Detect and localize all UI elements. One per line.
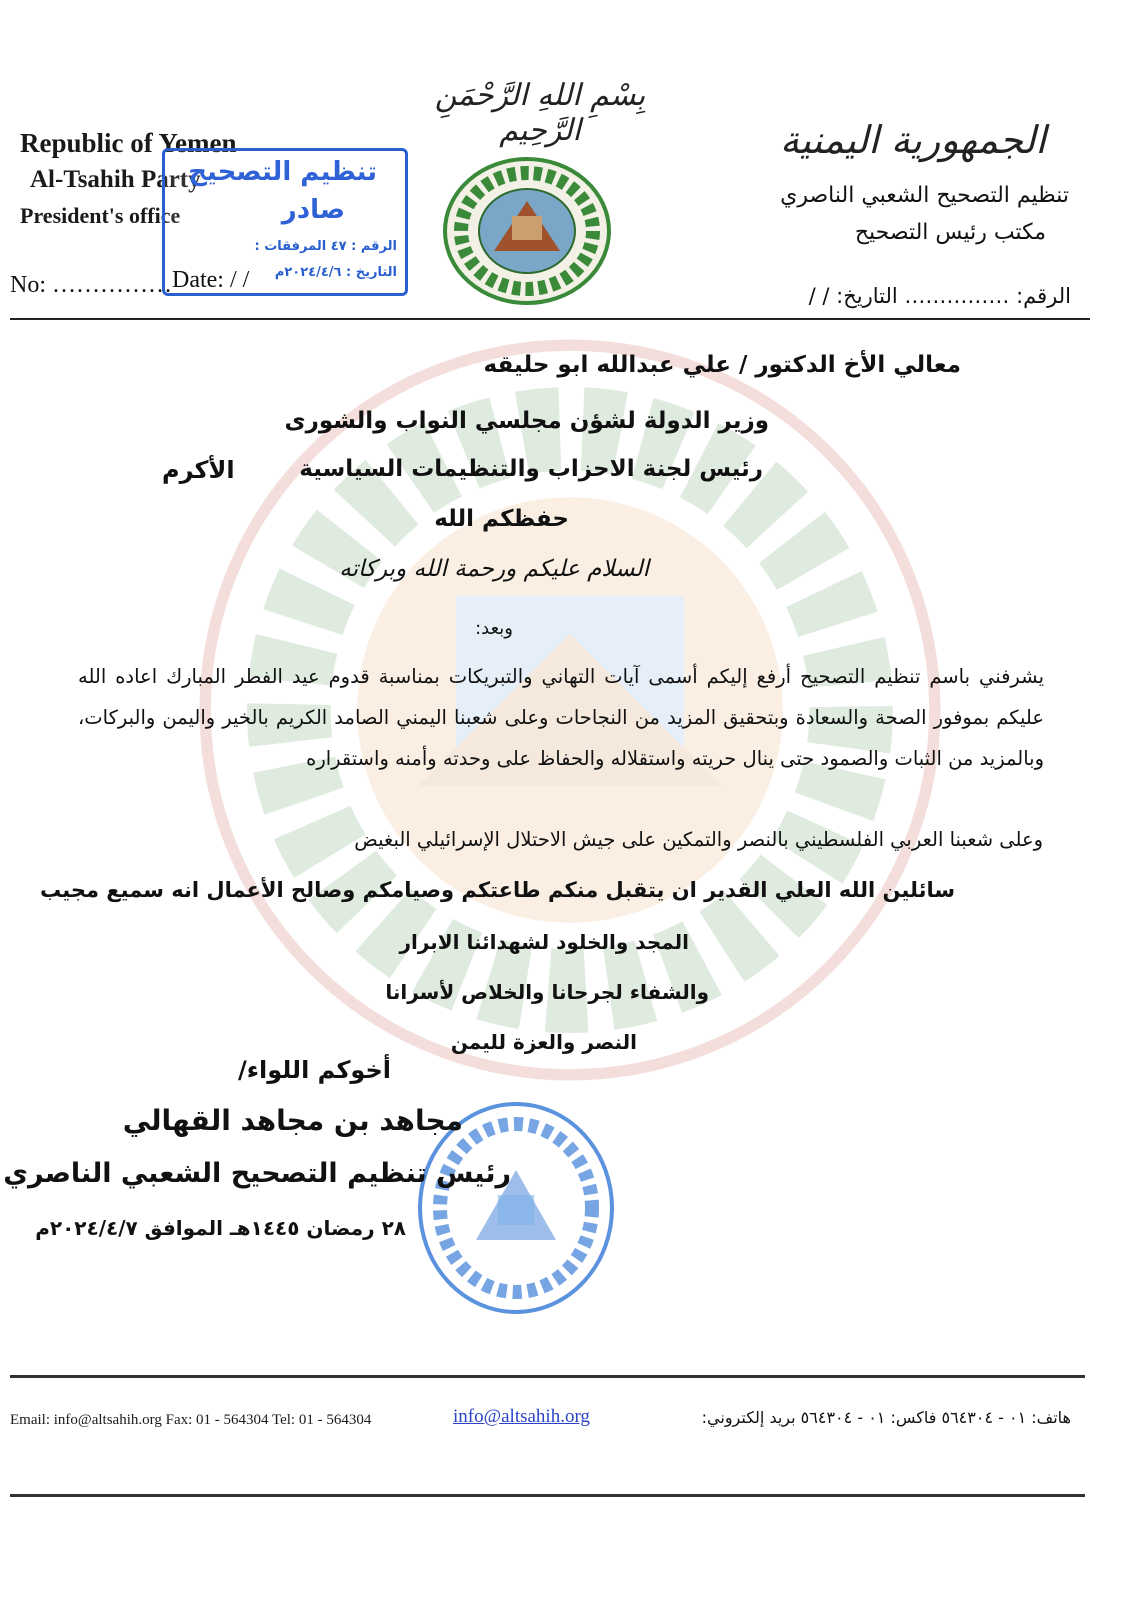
stamp-issued: صادر: [281, 195, 345, 225]
footer-contact-en: Email: info@altsahih.org Fax: 01 - 564304 Tel: 01 - 564304: [10, 1412, 372, 1428]
republic-en: Republic of Yemen: [20, 128, 237, 158]
body-paragraph-1: يشرفني باسم تنظيم التصحيح أرفع إليكم أسمى آيات التهاني والتبريكات بمناسبة قدوم عيد الفطر المبارك اعاده الله عليكم بموفور الصحة والسعادة وبتحقيق المزيد من النجاحات وعلى شعبنا اليمني الصامد الكريم بالخير واليمن والبركات، وبالمزيد من الثبات والصمود حتى ينال حريته واستقلاله والحفاظ على وحدته وأمنه واستقراره: [78, 665, 1044, 770]
salutation: السلام عليكم ورحمة الله وبركاته: [339, 556, 649, 582]
footer-divider-top: [10, 1375, 1085, 1378]
signature-date: ٢٨ رمضان ١٤٤٥هـ الموافق ٢٠٢٤/٤/٧م: [35, 1216, 406, 1240]
footer-contact-ar: هاتف: ٠١ - ٥٦٤٣٠٤ فاكس: ٠١ - ٥٦٤٣٠٤ بريد إلكتروني:: [701, 1408, 1071, 1427]
bismillah-heading: بِسْمِ اللهِ الرَّحْمَنِ الرَّحِيم: [434, 78, 646, 148]
date-en: Date: / /: [172, 267, 250, 293]
prayer-line-3: والشفاء لجرحانا والخلاص لأسرانا: [385, 980, 709, 1004]
signatory-name: مجاهد بن مجاهد القهالي: [122, 1104, 463, 1137]
republic-ar: الجمهورية اليمنية: [779, 118, 1046, 162]
addressee-name: معالي الأخ الدكتور / علي عبدالله ابو حليقه: [483, 352, 961, 378]
addressee-blessing: حفظكم الله: [434, 506, 569, 532]
stamp-date: التاريخ : ٢٠٢٤/٤/٦م: [274, 265, 397, 280]
addressee-honorific: الأكرم: [162, 456, 235, 484]
stamp-number: الرقم : ٤٧ المرفقات :: [254, 239, 397, 254]
reference-number-en: No: ……………: [10, 272, 172, 298]
office-en: President's office: [20, 203, 181, 228]
party-logo-icon: [442, 156, 612, 306]
wabad: وبعد:: [475, 618, 513, 639]
addressee-title-2: رئيس لجنة الاحزاب والتنظيمات السياسية: [299, 456, 763, 482]
header-divider: [10, 318, 1090, 320]
number-date-ar: الرقم: …………… التاريخ: / /: [808, 284, 1071, 308]
body-paragraph-2: وعلى شعبنا العربي الفلسطيني بالنصر والتمكين على جيش الاحتلال الإسرائيلي البغيض: [354, 828, 1043, 851]
prayer-line-2: المجد والخلود لشهدائنا الابرار: [399, 930, 689, 954]
office-ar: مكتب رئيس التصحيح: [854, 220, 1046, 245]
signature-salutation: أخوكم اللواء/: [237, 1056, 391, 1084]
addressee-title-1: وزير الدولة لشؤن مجلسي النواب والشورى: [284, 408, 769, 434]
prayer-line-4: النصر والعزة لليمن: [450, 1030, 637, 1054]
party-ar: تنظيم التصحيح الشعبي الناصري: [780, 183, 1069, 208]
prayer-line-1: سائلين الله العلي القدير ان يتقبل منكم طاعتكم وصيامكم وصالح الأعمال انه سميع مجيب: [40, 878, 955, 902]
signatory-title: رئيس تنظيم التصحيح الشعبي الناصري: [3, 1158, 511, 1189]
party-en: Al-Tsahih Party: [30, 166, 201, 193]
footer-divider-bottom: [10, 1494, 1085, 1497]
stamp-title: تنظيم التصحيح: [188, 157, 377, 187]
footer-email-link[interactable]: info@altsahih.org: [453, 1406, 590, 1427]
